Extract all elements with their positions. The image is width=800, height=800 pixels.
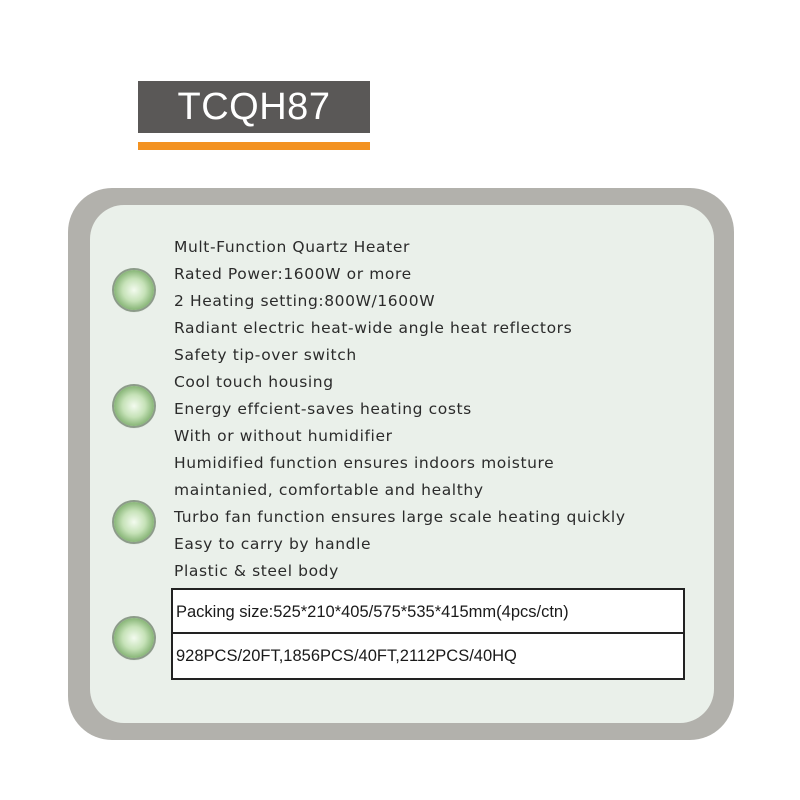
feature-item: With or without humidifier bbox=[174, 427, 393, 445]
feature-item: Plastic & steel body bbox=[174, 562, 339, 580]
container-loading: 928PCS/20FT,1856PCS/40FT,2112PCS/40HQ bbox=[176, 647, 517, 665]
packing-size: Packing size:525*210*405/575*535*415mm(4pcs/ctn) bbox=[173, 590, 683, 634]
packing-table bbox=[171, 588, 685, 680]
bullet-dot-icon bbox=[114, 502, 154, 542]
feature-item: Mult-Function Quartz Heater bbox=[174, 238, 410, 256]
feature-item: Humidified function ensures indoors moisture bbox=[174, 454, 555, 472]
bullet-dot-icon bbox=[114, 270, 154, 310]
feature-item: Rated Power:1600W or more bbox=[174, 265, 412, 283]
accent-underline bbox=[138, 142, 370, 150]
feature-item: 2 Heating setting:800W/1600W bbox=[174, 292, 436, 310]
feature-item: maintanied, comfortable and healthy bbox=[174, 481, 484, 499]
bullet-dot-icon bbox=[114, 386, 154, 426]
feature-item: Cool touch housing bbox=[174, 373, 334, 391]
feature-item: Radiant electric heat-wide angle heat reflectors bbox=[174, 319, 573, 337]
bullet-dot-icon bbox=[114, 618, 154, 658]
feature-item: Energy effcient-saves heating costs bbox=[174, 400, 472, 418]
feature-item: Safety tip-over switch bbox=[174, 346, 357, 364]
model-title: TCQH87 bbox=[138, 81, 370, 133]
feature-list bbox=[174, 234, 626, 585]
feature-item: Turbo fan function ensures large scale heating quickly bbox=[174, 508, 626, 526]
feature-item: Easy to carry by handle bbox=[174, 535, 372, 553]
